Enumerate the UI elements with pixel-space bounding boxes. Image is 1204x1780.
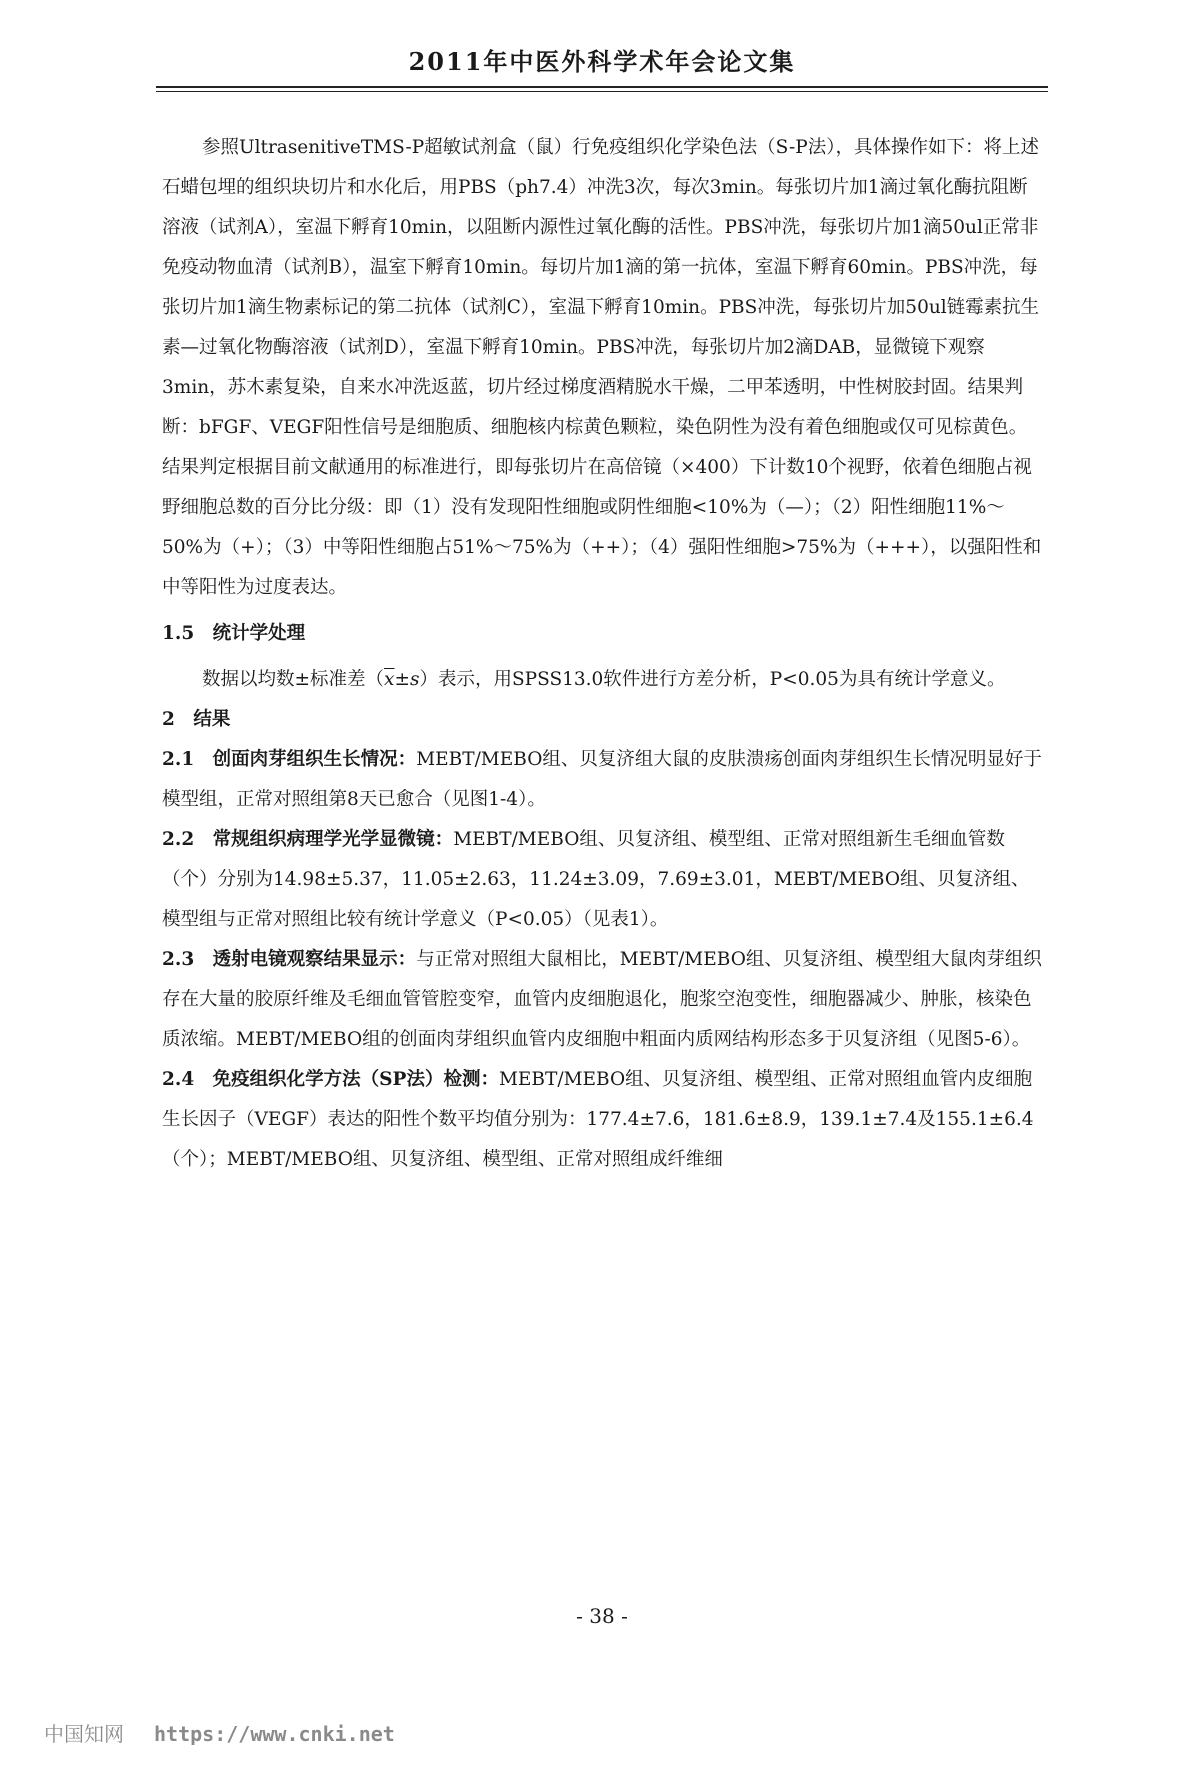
page-body	[162, 128, 1044, 1180]
text-2-1: MEBT/MEBO组、贝复济组大鼠的皮肤溃疡创面肉芽组织生长情况明显好于模型组，正常对照组第8天已愈合（见图1-4）。	[162, 749, 1042, 810]
paragraph-2-1	[162, 740, 1044, 820]
stats-text-pre: 数据以均数±标准差（	[202, 669, 385, 690]
header-rule-thin	[156, 91, 1048, 92]
paragraph-ihc-method: 参照UltrasenitiveTMS-P超敏试剂盒（鼠）行免疫组织化学染色法（S-P法），具体操作如下：将上述石蜡包埋的组织块切片和水化后，用PBS（ph7.4）冲洗3次，每次3min。每张切片加1滴过氧化酶抗阻断溶液（试剂A），室温下孵育10min，以阻断内源性过氧化酶的活性。PBS冲洗，每张切片加1滴50ul正常非免疫动物血清（试剂B），温室下孵育10min。每切片加1滴的第一抗体，室温下孵育60min。PBS冲洗，每张切片加1滴生物素标记的第二抗体（试剂C），室温下孵育10min。PBS冲洗，每张切片加50ul链霉素抗生素—过氧化物酶溶液（试剂D），室温下孵育10min。PBS冲洗，每张切片加2滴DAB，显微镜下观察3min，苏木素复染，自来水冲洗返蓝，切片经过梯度酒精脱水干燥，二甲苯透明，中性树胶封固。结果判断：bFGF、VEGF阳性信号是细胞质、细胞核内棕黄色颗粒，染色阴性为没有着色细胞或仅可见棕黄色。结果判定根据目前文献通用的标准进行，即每张切片在高倍镜（×400）下计数10个视野，依着色细胞占视野细胞总数的百分比分级：即（1）没有发现阳性细胞或阴性细胞<10%为（—）；（2）阳性细胞11%～50%为（+）；（3）中等阳性细胞占51%～75%为（++）；（4）强阳性细胞>75%为（+++），以强阳性和中等阳性为过度表达。	[162, 137, 1042, 598]
subheading-2-1: 2.1 创面肉芽组织生长情况：	[162, 749, 417, 770]
plus-minus-symbol: ±	[394, 669, 410, 690]
section-heading-1-5: 1.5 统计学处理	[162, 623, 306, 644]
text-2-3: 与正常对照组大鼠相比，MEBT/MEBO组、贝复济组、模型组大鼠肉芽组织存在大量的胶原纤维及毛细血管管腔变窄，血管内皮细胞退化，胞浆空泡变性，细胞器减少、肿胀，核染色质浓缩。MEBT/MEBO组的创面肉芽组织血管内皮细胞中粗面内质网结构形态多于贝复济组（见图5-6）。	[162, 949, 1042, 1050]
running-header: 2011年中医外科学术年会论文集	[408, 47, 796, 76]
source-watermark	[44, 1718, 395, 1747]
source-url: https://www.cnki.net	[154, 1722, 395, 1746]
paragraph-2-3	[162, 940, 1044, 1060]
page-number: - 38 -	[576, 1604, 628, 1628]
paragraph-2-4	[162, 1060, 1044, 1180]
stats-text-post: ）表示，用SPSS13.0软件进行方差分析，P<0.05为具有统计学意义。	[419, 669, 1006, 690]
mean-symbol: $\overline{x}$	[384, 669, 395, 690]
subheading-2-2: 2.2 常规组织病理学光学显微镜：	[162, 829, 454, 850]
text-2-2: MEBT/MEBO组、贝复济组、模型组、正常对照组新生毛细血管数（个）分别为14.98±5.37，11.05±2.63，11.24±3.09，7.69±3.01，MEBT/MEBO组、贝复济组、模型组与正常对照组比较有统计学意义（P<0.05）（见表1）。	[162, 829, 1030, 930]
paragraph-2-2	[162, 820, 1044, 940]
subheading-2-3: 2.3 透射电镜观察结果显示：	[162, 949, 417, 970]
paragraph-statistics	[162, 660, 1044, 700]
section-heading-2: 2 结果	[162, 709, 231, 730]
source-name: 中国知网	[44, 1722, 124, 1746]
text-2-4: MEBT/MEBO组、贝复济组、模型组、正常对照组血管内皮细胞生长因子（VEGF）表达的阳性个数平均值分别为：177.4±7.6，181.6±8.9，139.1±7.4及155.1±6.4（个）；MEBT/MEBO组、贝复济组、模型组、正常对照组成纤维细	[162, 1069, 1034, 1170]
header-rule	[156, 86, 1048, 88]
sd-symbol: s	[409, 669, 420, 690]
subheading-2-4: 2.4 免疫组织化学方法（SP法）检测：	[162, 1069, 499, 1090]
